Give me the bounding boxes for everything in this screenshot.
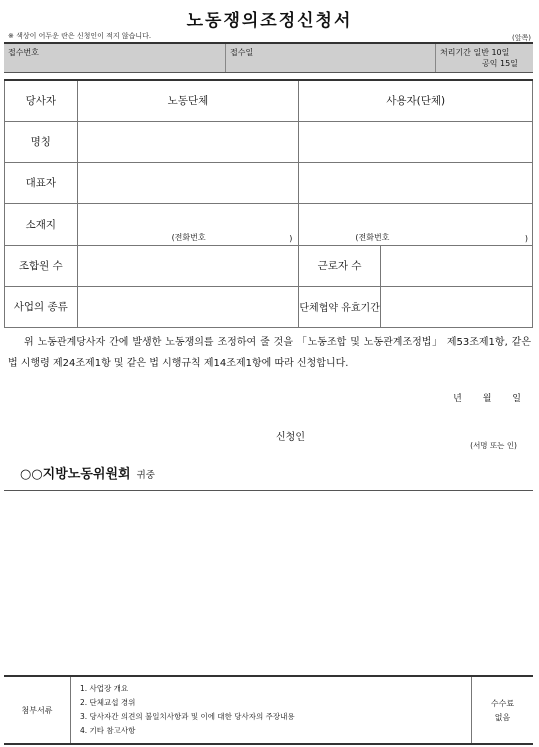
- attachment-item: 1. 사업장 개요: [80, 684, 129, 693]
- application-table: [4, 79, 533, 328]
- attachments-label: 첨부서류: [4, 677, 71, 743]
- date-year: 년: [453, 394, 462, 404]
- receipt-date-cell: [226, 44, 436, 72]
- fee-cell: [471, 677, 533, 743]
- receipt-number-cell: [4, 44, 226, 72]
- agreement-period-label: 단체협약 유효기간: [299, 286, 380, 327]
- union-address-field[interactable]: [77, 203, 299, 245]
- period-general: 일반 10일: [473, 48, 510, 57]
- employer-name-field[interactable]: [299, 121, 533, 162]
- page-side-label: (앞쪽): [512, 34, 531, 42]
- date-line: [453, 391, 521, 404]
- employer-phone-close: ): [524, 233, 528, 243]
- union-representative-field[interactable]: [77, 162, 299, 203]
- union-name-field[interactable]: [77, 121, 299, 162]
- committee-honorific: 귀중: [136, 470, 155, 481]
- committee-name: ○○지방노동위원회: [20, 467, 131, 482]
- processing-period-label: 처리기간: [440, 48, 471, 57]
- party-label: 당사자: [5, 80, 78, 121]
- fee-value: 없음: [494, 713, 511, 722]
- signature-label: (서명 또는 인): [470, 441, 517, 450]
- receipt-section: [4, 42, 533, 73]
- business-type-field[interactable]: [77, 286, 299, 327]
- date-month: 월: [482, 394, 492, 404]
- page-title: 노동쟁의조정신청서: [186, 11, 353, 31]
- employer-representative-field[interactable]: [299, 162, 533, 203]
- members-label: 조합원 수: [5, 245, 78, 286]
- period-public: 공익 15일: [482, 59, 518, 68]
- date-day: 일: [512, 394, 521, 404]
- application-statement: 위 노동관계당사자 간에 발생한 노동쟁의를 조정하여 줄 것을 「노동조합 및 노동관계조정법」 제53조제1항, 같은 법 시행령 제24조제1항 및 같은 법 시행규칙 제14조제1항에 따라 신청합니다.: [8, 337, 531, 369]
- receipt-date-label: 접수일: [230, 48, 254, 57]
- members-field[interactable]: [77, 245, 299, 286]
- section-divider: [4, 490, 533, 491]
- union-phone-label: (전화번호: [171, 232, 206, 242]
- attachments-list: [80, 682, 295, 738]
- employer-header: 사용자(단체): [299, 80, 533, 121]
- name-label: 명칭: [5, 121, 78, 162]
- union-header: 노동단체: [77, 80, 299, 121]
- instruction-note: ※ 색상이 어두운 란은 신청인이 적지 않습니다.: [8, 32, 152, 40]
- receipt-number-label: 접수번호: [8, 48, 39, 57]
- agreement-period-field[interactable]: [380, 286, 532, 327]
- attachments-section: [4, 675, 533, 745]
- attachment-item: 3. 당사자간 의견의 불일치사항과 및 이에 대한 당사자의 주장내용: [80, 712, 295, 721]
- business-type-label: 사업의 종류: [5, 286, 78, 327]
- attachment-item: 4. 기타 참고사항: [80, 726, 136, 735]
- workers-field[interactable]: [380, 245, 532, 286]
- applicant-label: 신청인: [276, 432, 305, 443]
- employer-address-field[interactable]: [299, 203, 533, 245]
- committee-recipient: [20, 463, 155, 482]
- fee-label: 수수료: [490, 699, 515, 708]
- attachment-item: 2. 단체교섭 경위: [80, 698, 136, 707]
- address-label: 소재지: [5, 203, 78, 245]
- representative-label: 대표자: [5, 162, 78, 203]
- workers-label: 근로자 수: [299, 245, 380, 286]
- employer-phone-label: (전화번호: [355, 232, 390, 242]
- union-phone-close: ): [289, 233, 293, 243]
- processing-period-cell: [436, 44, 533, 72]
